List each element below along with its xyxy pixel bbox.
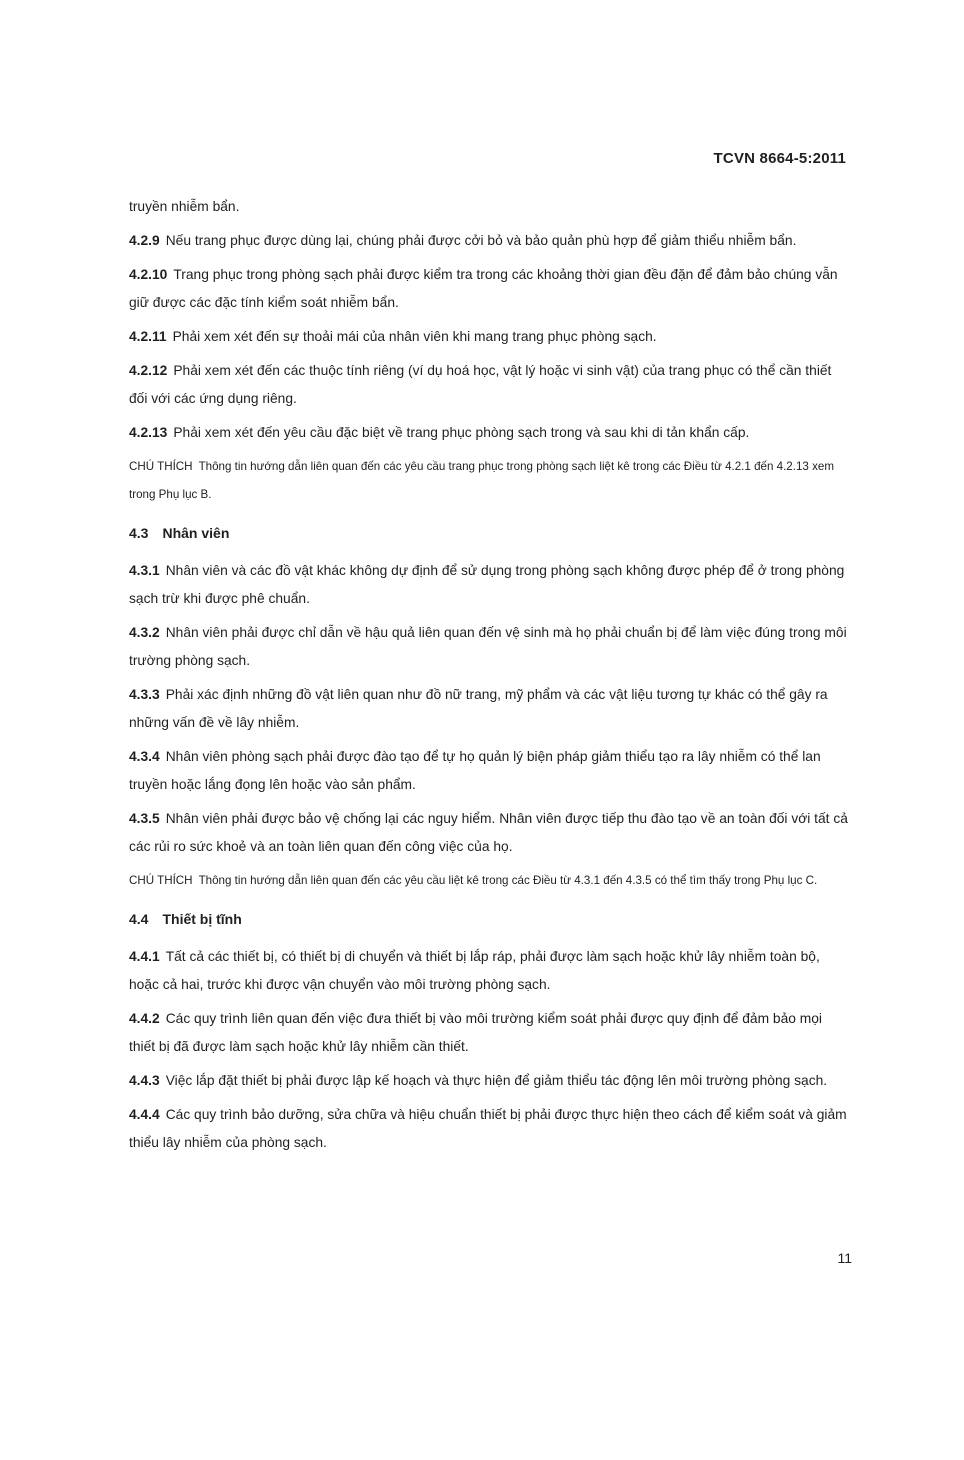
clause [129, 323, 851, 351]
note-text: Thông tin hướng dẫn liên quan đến các yêu cầu trang phục trong phòng sạch liệt kê trong các Điều từ 4.2.1 đến 4.2.13 xem trong Phụ lục B. [129, 460, 834, 501]
note-text: Thông tin hướng dẫn liên quan đến các yêu cầu liệt kê trong các Điều từ 4.3.1 đến 4.3.5 có thể tìm thấy trong Phụ lục C. [198, 874, 818, 887]
section-title: Thiết bị tĩnh [162, 911, 242, 927]
clause [129, 261, 851, 317]
note [129, 453, 851, 509]
clause-number: 4.2.13 [129, 425, 168, 440]
section-number: 4.3 [129, 525, 149, 541]
clause-text: Nhân viên phòng sạch phải được đào tạo để tự họ quản lý biện pháp giảm thiểu tạo ra lây nhiễm có thể lan truyền hoặc lắng đọng lên hoặc vào sản phẩm. [129, 749, 821, 792]
continuation-text: truyền nhiễm bẩn. [129, 199, 240, 214]
clause [129, 1101, 851, 1157]
clause-number: 4.4.2 [129, 1011, 160, 1026]
clause-text: Trang phục trong phòng sạch phải được kiểm tra trong các khoảng thời gian đều đặn để đảm bảo chúng vẫn giữ được các đặc tính kiểm soát nhiễm bẩn. [129, 267, 838, 310]
clause-text: Việc lắp đặt thiết bị phải được lập kế hoạch và thực hiện để giảm thiểu tác động lên môi trường phòng sạch. [165, 1073, 828, 1088]
clause-number: 4.2.11 [129, 329, 167, 344]
clause [129, 805, 851, 861]
standard-code: TCVN 8664-5:2011 [713, 150, 846, 167]
section-heading [129, 905, 851, 933]
clause [129, 1067, 851, 1095]
clause-text: Nếu trang phục được dùng lại, chúng phải được cởi bỏ và bảo quản phù hợp để giảm thiểu nhiễm bẩn. [165, 233, 797, 248]
clause [129, 557, 851, 613]
clause-text: Phải xác định những đồ vật liên quan như đồ nữ trang, mỹ phẩm và các vật liệu tương tự khác có thể gây ra những vấn đề về lây nhiễm. [129, 687, 828, 730]
clause-number: 4.3.4 [129, 749, 160, 764]
clause-text: Phải xem xét đến các thuộc tính riêng (ví dụ hoá học, vật lý hoặc vi sinh vật) của trang phục có thể cần thiết đối với các ứng dụng riêng. [129, 363, 832, 406]
section-title: Nhân viên [162, 525, 230, 541]
clause-number: 4.2.9 [129, 233, 160, 248]
page-number: 11 [837, 1250, 852, 1266]
clause [129, 681, 851, 737]
clause-text: Nhân viên phải được bảo vệ chống lại các nguy hiểm. Nhân viên được tiếp thu đào tạo về an toàn đối với tất cả các rủi ro sức khoẻ và an toàn liên quan đến công việc của họ. [129, 811, 848, 854]
clause-text: Tất cả các thiết bị, có thiết bị di chuyển và thiết bị lắp ráp, phải được làm sạch hoặc khử lây nhiễm toàn bộ, hoặc cả hai, trước khi được vận chuyển vào môi trường phòng sạch. [129, 949, 820, 992]
section-number: 4.4 [129, 911, 149, 927]
clause-number: 4.4.1 [129, 949, 160, 964]
clause-number: 4.3.5 [129, 811, 160, 826]
clause-number: 4.4.4 [129, 1107, 160, 1122]
clause-text: Nhân viên và các đồ vật khác không dự định để sử dụng trong phòng sạch không được phép để ở trong phòng sạch trừ khi được phê chuẩn. [129, 563, 845, 606]
clause [129, 419, 851, 447]
clause [129, 227, 851, 255]
clause [129, 743, 851, 799]
clause [129, 357, 851, 413]
clause [129, 619, 851, 675]
clause-number: 4.2.10 [129, 267, 168, 282]
note-label: CHÚ THÍCH [129, 874, 193, 887]
clause-number: 4.3.3 [129, 687, 160, 702]
clause-text: Phải xem xét đến sự thoải mái của nhân viên khi mang trang phục phòng sạch. [172, 329, 657, 344]
clause [129, 943, 851, 999]
clause-text: Các quy trình liên quan đến việc đưa thiết bị vào môi trường kiểm soát phải được quy định để đảm bảo mọi thiết bị đã được làm sạch hoặc khử lây nhiễm cần thiết. [129, 1011, 822, 1054]
note-label: CHÚ THÍCH [129, 460, 193, 473]
clause-text: Phải xem xét đến yêu cầu đặc biệt về trang phục phòng sạch trong và sau khi di tản khẩn cấp. [173, 425, 750, 440]
document-body [129, 193, 851, 1163]
clause-text: Các quy trình bảo dưỡng, sửa chữa và hiệu chuẩn thiết bị phải được thực hiện theo cách để kiểm soát và giảm thiểu lây nhiễm của phòng sạch. [129, 1107, 847, 1150]
clause-number: 4.4.3 [129, 1073, 160, 1088]
clause-number: 4.2.12 [129, 363, 168, 378]
clause-number: 4.3.1 [129, 563, 160, 578]
note [129, 867, 851, 895]
clause [129, 1005, 851, 1061]
section-heading [129, 519, 851, 547]
clause-number: 4.3.2 [129, 625, 160, 640]
clause-text: Nhân viên phải được chỉ dẫn về hậu quả liên quan đến vệ sinh mà họ phải chuẩn bị để làm việc đúng trong môi trường phòng sạch. [129, 625, 847, 668]
